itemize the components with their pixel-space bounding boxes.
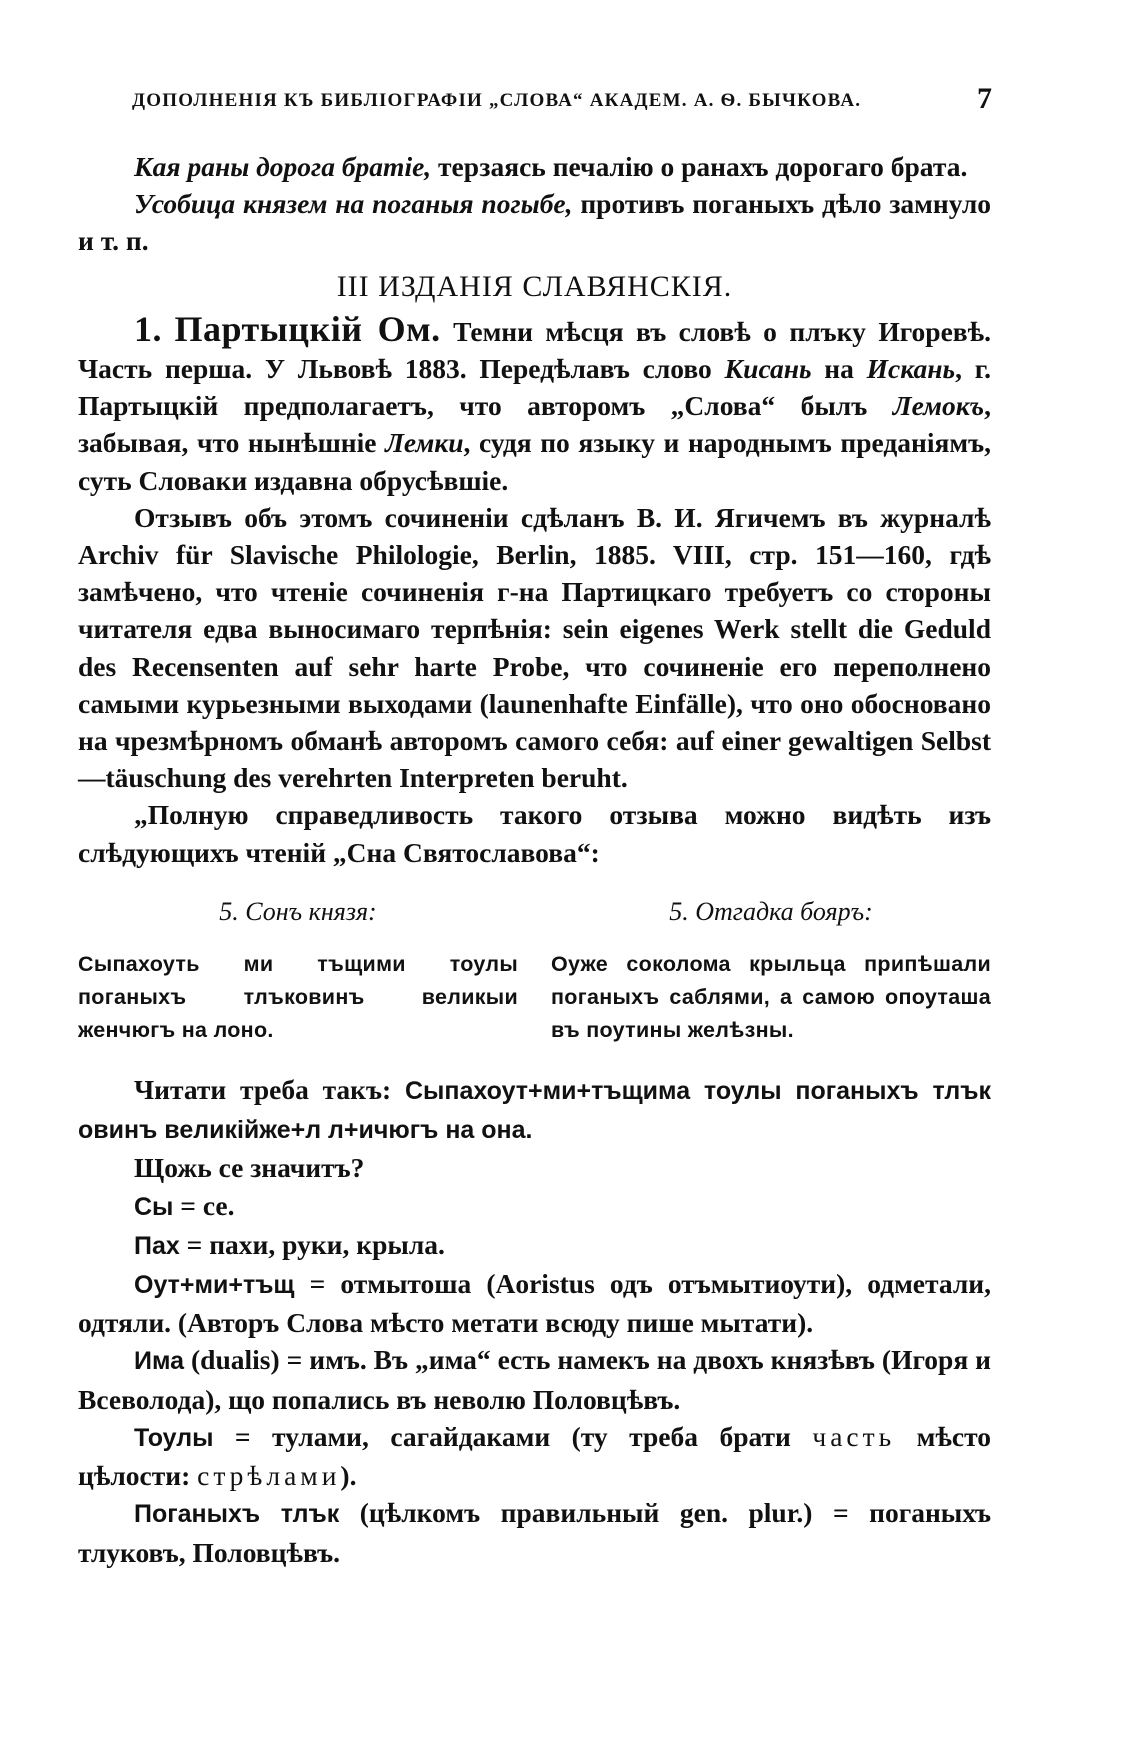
left-column <box>78 893 518 1047</box>
entry-text-4: , забывая, что нынѣшніе <box>78 390 991 459</box>
gloss-2 <box>78 1226 991 1265</box>
gloss-4 <box>78 1341 991 1417</box>
entry-text-2: на <box>811 353 867 385</box>
intro-paragraph-2 <box>78 185 991 259</box>
review-paragraph: Отзывъ объ этомъ сочиненіи сдѣланъ В. И. Ягичемъ въ журналѣ Archiv für Slavische Philologie, Berlin, 1885. VIII, стр. 151—160, гдѣ замѣчено, что чтеніе сочиненія г-на Партицкаго требуетъ со стороны читателя едва выносимаго терпѣнія: sein eigenes Werk stellt die Geduld des Recensenten auf sehr harte Probe, что сочиненіе его переполнено самыми курьезными выходами (launenhafte Einfälle), что оно обосновано на чрезмѣрномъ обманѣ авторомъ самого себя: auf einer gewaltigen Selbst—täuschung des verehrten Interpreten beruht. <box>78 501 991 794</box>
gloss-5-term: Тоулы <box>134 1423 214 1452</box>
right-column-text: Оуже соколома крыльца припѣшали поганыхъ саблями, а самою опоуташа въ поутины желѣзны. <box>551 952 991 1043</box>
intro-text-1: терзаясь печалію о ранахъ дорогаго брата. <box>431 151 968 182</box>
gloss-4-text: (dualis) = имъ. Въ „има“ есть намекъ на двохъ князѣвъ (Игоря и Всеволода), що попались въ неволю Половцѣвъ. <box>78 1344 991 1415</box>
entry-text-5: , судя по языку и народнымъ преданіямъ, суть Словаки издавна обрусѣвшіе. <box>78 427 991 496</box>
page-body <box>78 148 991 1571</box>
entry-paragraph <box>78 308 992 499</box>
gloss-1-term: Сы <box>134 1192 174 1221</box>
gloss-1 <box>78 1187 991 1226</box>
page-number: 7 <box>977 82 992 115</box>
gloss-5-spaced-1: часть <box>812 1420 896 1452</box>
gloss-4-term: Има <box>134 1347 185 1376</box>
gloss-1-text: = се. <box>173 1189 235 1221</box>
right-column-heading: 5. Отгадка бояръ: <box>669 896 873 926</box>
gloss-3-term: Оут+ми+тъщ <box>134 1271 295 1300</box>
gloss-5-end: ). <box>340 1460 357 1492</box>
entry-author: Партыцкій Ом. <box>174 308 441 349</box>
reading-lead: Читати треба такъ: <box>134 1074 405 1106</box>
parallel-columns <box>78 893 991 1047</box>
entry-text-3: , г. Партыцкій предполагаетъ, что авторомъ „Слова“ былъ <box>78 353 991 422</box>
reading-paragraph <box>78 1071 991 1149</box>
running-header <box>132 82 992 115</box>
intro-quote-2: Усобица князем на поганыя погыбе, <box>134 188 573 220</box>
left-column-text: Сыпахоуть ми тъщими тоулы поганыхъ тлъковинъ великыи женчюгъ на лоно. <box>78 952 518 1043</box>
section-heading: III ИЗДАНІЯ СЛАВЯНСКІЯ. <box>336 269 733 303</box>
intro-paragraph-1 <box>78 148 991 185</box>
intro-quote-1: Кая раны дорога братіе, <box>134 151 432 182</box>
entry-word-kisan: Кисань <box>724 353 812 385</box>
entry-word-iskan: Искань <box>866 353 956 385</box>
entry-word-lemki: Лемки <box>385 427 464 459</box>
gloss-3-text: = отмытоша (Aoristus одъ отъмытиоути), одметали, одтяли. (Авторъ Слова мѣсто метати всюду пише мытати). <box>78 1268 991 1339</box>
gloss-5 <box>78 1418 991 1494</box>
entry-text-1: Темни мѣсця въ словѣ о плъку Игоревѣ. Часть перша. У Львовѣ 1883. Передѣлавъ слово <box>78 315 992 385</box>
reading-formula: Сыпахоут+ми+тъщима тоулы поганыхъ тлък овинъ великійже+л л+ичюгъ на она. <box>78 1077 991 1145</box>
gloss-2-term: Пах <box>134 1231 180 1260</box>
gloss-5-mid: мѣсто цѣлости: <box>78 1420 991 1492</box>
running-title: ДОПОЛНЕНІЯ КЪ БИБЛІОГРАФІИ „СЛОВА“ АКАДЕМ. А. Ѳ. БЫЧКОВА. <box>132 90 862 111</box>
intro-text-2: противъ поганыхъ дѣло замнуло и т. п. <box>78 188 991 257</box>
quote-paragraph: „Полную справедливость такого отзыва можно видѣть изъ слѣдующихъ чтеній „Сна Святославова“: <box>78 799 991 868</box>
right-column <box>551 893 991 1047</box>
question-line: Щожь се значитъ? <box>134 1152 365 1184</box>
gloss-6-term: Поганыхъ тлък <box>134 1500 340 1529</box>
entry-number: 1. <box>134 308 162 349</box>
gloss-6-text: (цѣлкомъ правильный gen. plur.) = поганыхъ тлуковъ, Половцѣвъ. <box>78 1497 991 1568</box>
left-column-heading: 5. Сонъ князя: <box>219 896 377 926</box>
gloss-2-text: = пахи, руки, крыла. <box>179 1228 445 1260</box>
gloss-5-text: = тулами, сагайдаками (ту треба брати <box>213 1420 813 1452</box>
entry-word-lemok: Лемокъ <box>892 390 985 422</box>
gloss-5-spaced-2: стрѣлами <box>197 1460 341 1492</box>
gloss-6 <box>78 1494 991 1570</box>
gloss-3 <box>78 1265 991 1341</box>
